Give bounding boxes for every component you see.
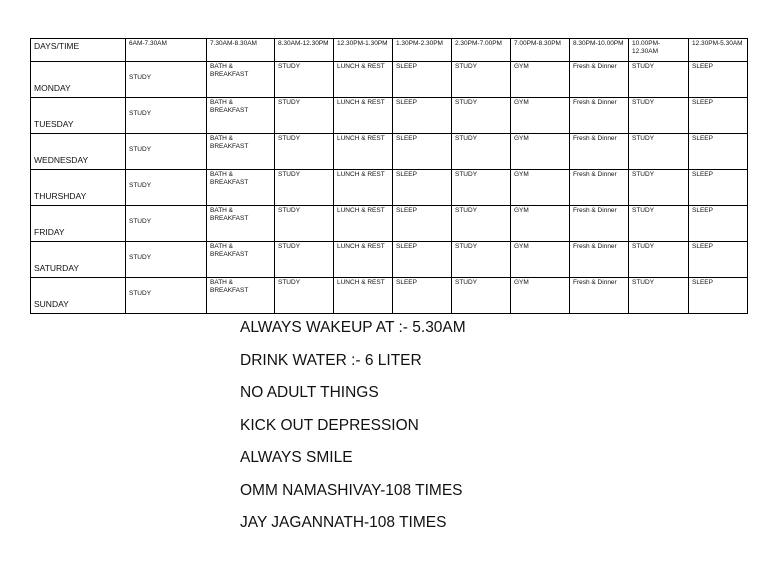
header-cell-time-slot: 7.30AM-8.30AM [207,39,275,62]
activity-cell: BATH & BREAKFAST [207,62,275,98]
note-item: ALWAYS SMILE [240,449,353,466]
activity-cell: Fresh & Dinner [570,98,629,134]
header-cell-time-slot: 8.30PM-10.00PM [570,39,629,62]
table-row [31,170,748,206]
activity-cell: STUDY [126,242,207,278]
activity-cell: Fresh & Dinner [570,242,629,278]
activity-cell: LUNCH & REST [334,242,393,278]
activity-cell: STUDY [275,170,334,206]
activity-cell: STUDY [629,206,689,242]
activity-cell: BATH & BREAKFAST [207,242,275,278]
activity-cell: STUDY [452,170,511,206]
activity-cell: STUDY [275,98,334,134]
table-row [31,62,748,98]
header-cell-days-time: DAYS/TIME [31,39,126,62]
notes-list [240,318,720,546]
day-label-cell: FRIDAY [31,206,126,242]
schedule-body [31,39,748,314]
activity-cell: SLEEP [689,170,748,206]
activity-cell: SLEEP [393,206,452,242]
activity-cell: STUDY [629,134,689,170]
activity-cell: STUDY [452,206,511,242]
note-item: OMM NAMASHIVAY-108 TIMES [240,481,463,499]
activity-cell: SLEEP [689,206,748,242]
weekly-schedule-table [30,38,748,314]
note-item: JAY JAGANNATH-108 TIMES [240,514,447,531]
activity-cell: BATH & BREAKFAST [207,170,275,206]
activity-cell: SLEEP [689,242,748,278]
header-cell-time-slot: 12.30PM-1.30PM [334,39,393,62]
activity-cell: STUDY [629,170,689,206]
activity-cell: Fresh & Dinner [570,62,629,98]
day-label-cell: MONDAY [31,62,126,98]
activity-cell: BATH & BREAKFAST [207,206,275,242]
activity-cell: Fresh & Dinner [570,206,629,242]
table-row [31,242,748,278]
table-row [31,98,748,134]
activity-cell: STUDY [452,278,511,314]
activity-cell: SLEEP [689,134,748,170]
header-row [31,39,748,62]
note-item: ALWAYS WAKEUP AT :- 5.30AM [240,319,466,336]
header-cell-time-slot: 2.30PM-7.00PM [452,39,511,62]
activity-cell: STUDY [275,206,334,242]
activity-cell: BATH & BREAKFAST [207,134,275,170]
day-label-cell: THURSHDAY [31,170,126,206]
activity-cell: STUDY [629,62,689,98]
activity-cell: BATH & BREAKFAST [207,98,275,134]
activity-cell: STUDY [452,98,511,134]
activity-cell: LUNCH & REST [334,98,393,134]
header-cell-time-slot: 8.30AM-12.30PM [275,39,334,62]
activity-cell: LUNCH & REST [334,170,393,206]
activity-cell: STUDY [275,134,334,170]
activity-cell: GYM [511,134,570,170]
activity-cell: LUNCH & REST [334,278,393,314]
activity-cell: STUDY [629,98,689,134]
activity-cell: GYM [511,170,570,206]
header-cell-time-slot: 7.00PM-8.30PM [511,39,570,62]
activity-cell: BATH & BREAKFAST [207,278,275,314]
activity-cell: STUDY [126,98,207,134]
table-row [31,278,748,314]
activity-cell: SLEEP [393,62,452,98]
activity-cell: LUNCH & REST [334,206,393,242]
activity-cell: STUDY [126,134,207,170]
day-label-cell: TUESDAY [31,98,126,134]
activity-cell: GYM [511,242,570,278]
activity-cell: STUDY [629,242,689,278]
note-item: KICK OUT DEPRESSION [240,416,419,434]
note-item: DRINK WATER :- 6 LITER [240,351,422,369]
activity-cell: STUDY [629,278,689,314]
activity-cell: SLEEP [393,170,452,206]
activity-cell: GYM [511,62,570,98]
activity-cell: STUDY [275,278,334,314]
activity-cell: SLEEP [393,98,452,134]
activity-cell: SLEEP [393,242,452,278]
activity-cell: GYM [511,278,570,314]
day-label-cell: SATURDAY [31,242,126,278]
activity-cell: Fresh & Dinner [570,170,629,206]
table-row [31,134,748,170]
activity-cell: SLEEP [393,278,452,314]
activity-cell: SLEEP [689,98,748,134]
activity-cell: STUDY [275,242,334,278]
activity-cell: STUDY [275,62,334,98]
activity-cell: GYM [511,206,570,242]
header-cell-time-slot: 1.30PM-2.30PM [393,39,452,62]
activity-cell: Fresh & Dinner [570,278,629,314]
activity-cell: STUDY [126,206,207,242]
table-row [31,206,748,242]
activity-cell: STUDY [452,242,511,278]
activity-cell: STUDY [126,278,207,314]
header-cell-time-slot: 6AM-7.30AM [126,39,207,62]
activity-cell: GYM [511,98,570,134]
day-label-cell: WEDNESDAY [31,134,126,170]
header-cell-time-slot: 10.00PM-12.30AM [629,39,689,62]
activity-cell: Fresh & Dinner [570,134,629,170]
header-cell-time-slot: 12.30PM-5.30AM [689,39,748,62]
activity-cell: STUDY [126,62,207,98]
activity-cell: SLEEP [689,62,748,98]
activity-cell: LUNCH & REST [334,62,393,98]
activity-cell: STUDY [452,62,511,98]
activity-cell: SLEEP [689,278,748,314]
activity-cell: STUDY [452,134,511,170]
activity-cell: SLEEP [393,134,452,170]
activity-cell: LUNCH & REST [334,134,393,170]
note-item: NO ADULT THINGS [240,384,379,401]
activity-cell: STUDY [126,170,207,206]
day-label-cell: SUNDAY [31,278,126,314]
